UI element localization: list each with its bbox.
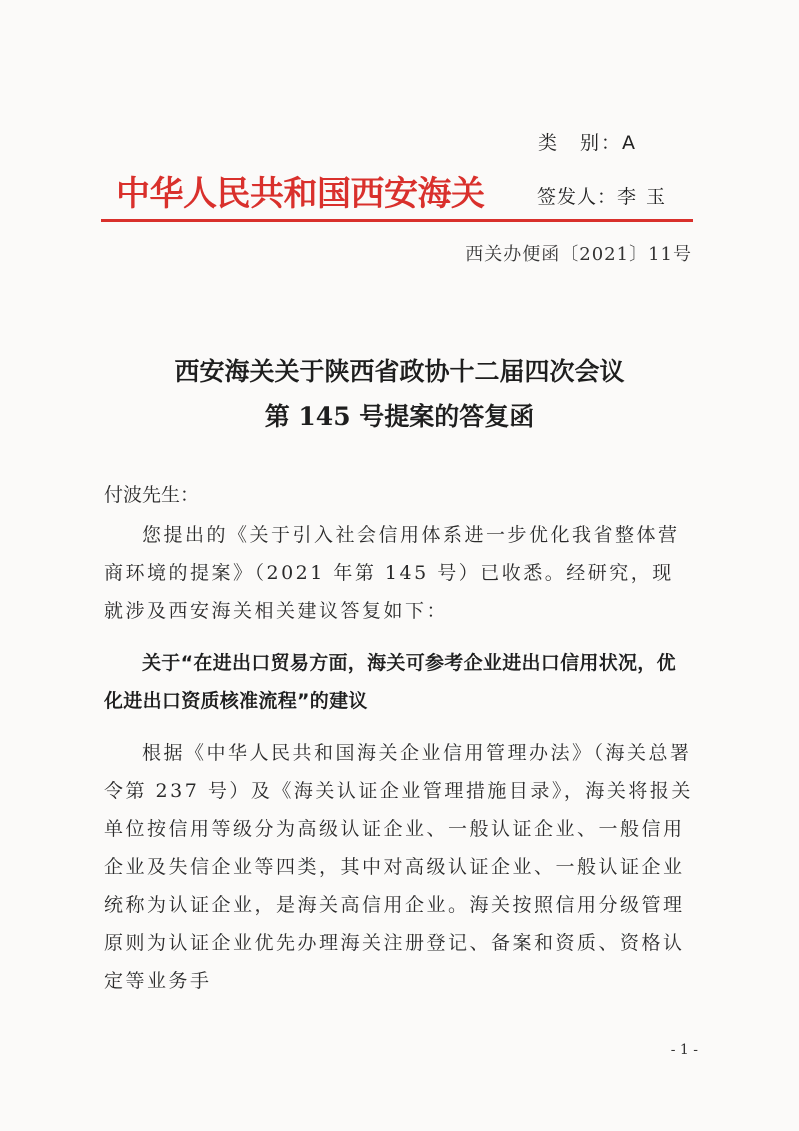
section-heading: 关于“在进出口贸易方面，海关可参考企业进出口信用状况，优化进出口资质核准流程”的建议 [104,652,676,712]
paragraph-1: 您提出的《关于引入社会信用体系进一步优化我省整体营商环境的提案》（2021 年第 145 号）已收悉。经研究，现就涉及西安海关相关建议答复如下： [104,524,680,622]
paragraph-2: 根据《中华人民共和国海关企业信用管理办法》（海关总署令第 237 号）及《海关认证企业管理措施目录》，海关将报关单位按信用等级分为高级认证企业、一般认证企业、一般信用企业及失信企业等四类，其中对高级认证企业、一般认证企业统称为认证企业，是海关高信用企业。海关按照信用分级管理原则为认证企业优先办理海关注册登记、备案和资质、资格认定等业务手 [104,742,693,992]
signer-label: 签发人： [537,186,618,208]
red-header-rule [101,219,693,222]
document-title-line-2: 第 145 号提案的答复函 [264,402,535,431]
agency-name: 中华人民共和国西安海关 [116,174,485,214]
document-title-line-1: 西安海关关于陕西省政协十二届四次会议 [174,357,625,386]
page-number: - 1 - [670,1042,698,1058]
salutation: 付波先生： [104,484,200,506]
signer [537,182,675,209]
category-label: 类 别：A [538,132,637,154]
document-number: 西关办便函〔2021〕11号 [465,244,692,265]
signer-name: 李玉 [617,186,676,208]
